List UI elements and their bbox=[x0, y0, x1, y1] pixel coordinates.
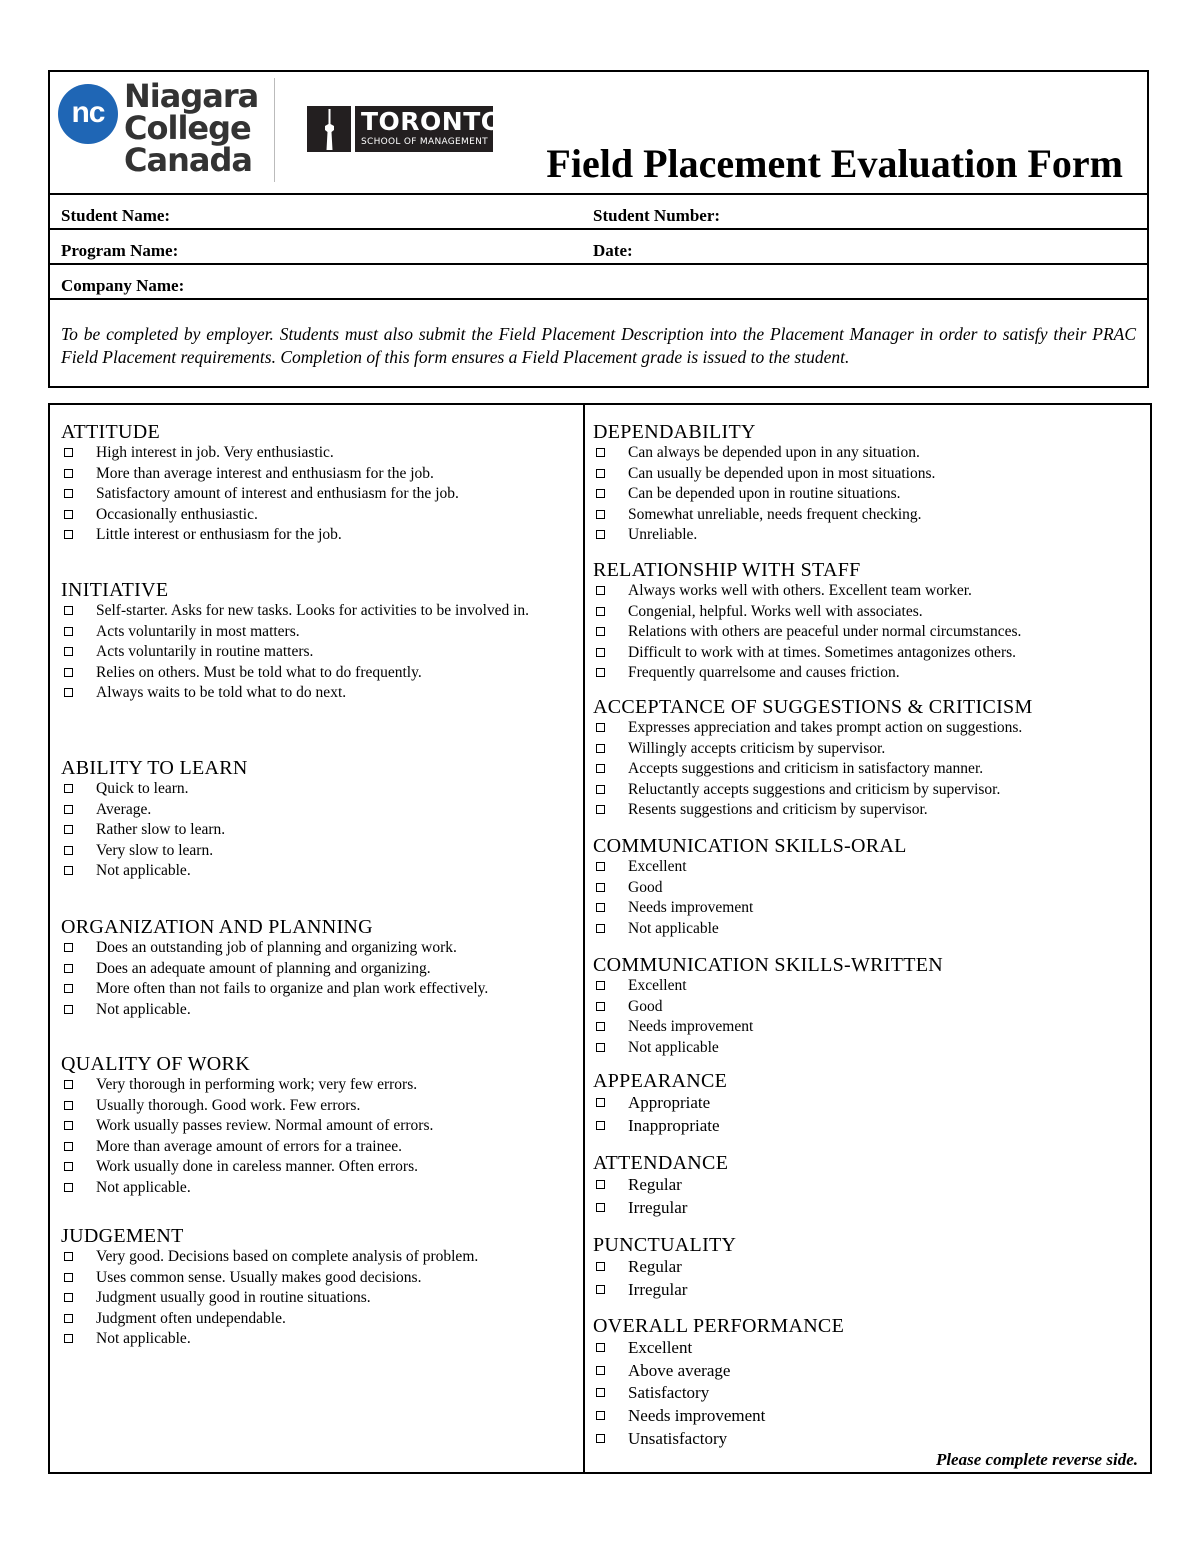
option-item bbox=[593, 505, 1138, 526]
option-label: More than average interest and enthusiasm for the job. bbox=[96, 464, 434, 482]
option-label: Accepts suggestions and criticism in satisfactory manner. bbox=[628, 760, 984, 777]
section-title: ORGANIZATION AND PLANNING bbox=[61, 916, 373, 938]
option-item bbox=[593, 780, 1138, 801]
option-item bbox=[61, 1247, 571, 1268]
section-attendance bbox=[593, 1152, 1138, 1219]
section-title: PUNCTUALITY bbox=[593, 1234, 737, 1256]
section-dependability bbox=[593, 421, 1138, 546]
section-acceptance-of-suggestions-and-criticism bbox=[593, 696, 1138, 821]
checkbox[interactable] bbox=[64, 469, 73, 478]
option-item bbox=[61, 683, 571, 704]
option-label: Regular bbox=[628, 1175, 682, 1194]
checkbox[interactable] bbox=[596, 510, 605, 519]
option-label: Judgment usually good in routine situations. bbox=[96, 1289, 371, 1306]
option-label: Work usually passes review. Normal amount of errors. bbox=[96, 1117, 434, 1134]
option-label: Relations with others are peaceful under normal circumstances. bbox=[628, 623, 1022, 640]
option-label: Somewhat unreliable, needs frequent checking. bbox=[628, 505, 922, 523]
option-label: Unsatisfactory bbox=[628, 1428, 728, 1448]
checkbox[interactable] bbox=[64, 1005, 73, 1014]
checkbox[interactable] bbox=[596, 744, 605, 753]
option-item bbox=[593, 464, 1138, 485]
option-item bbox=[61, 642, 571, 663]
option-label: Not applicable bbox=[628, 1038, 719, 1056]
option-item bbox=[593, 1256, 1138, 1279]
option-item bbox=[593, 739, 1138, 760]
option-item bbox=[61, 622, 571, 643]
option-label: Very slow to learn. bbox=[96, 841, 214, 859]
checkbox[interactable] bbox=[64, 1252, 73, 1261]
option-label: Not applicable. bbox=[96, 1330, 191, 1347]
checkbox[interactable] bbox=[596, 723, 605, 732]
checkbox[interactable] bbox=[64, 1273, 73, 1282]
option-label: Excellent bbox=[628, 1338, 693, 1357]
option-item bbox=[61, 841, 571, 862]
option-label: Average. bbox=[96, 800, 152, 818]
checkbox[interactable] bbox=[596, 1434, 605, 1443]
checkbox[interactable] bbox=[596, 883, 605, 892]
checkbox[interactable] bbox=[64, 668, 73, 677]
section-overall-performance bbox=[593, 1315, 1138, 1451]
option-label: Self-starter. Asks for new tasks. Looks for activities to be involved in. bbox=[96, 602, 530, 619]
option-label: More often than not fails to organize and plan work effectively. bbox=[96, 980, 489, 997]
section-judgement bbox=[61, 1225, 571, 1350]
checkbox[interactable] bbox=[64, 984, 73, 993]
option-label: Satisfactory bbox=[628, 1383, 710, 1403]
checkbox[interactable] bbox=[64, 784, 73, 793]
option-label: Occasionally enthusiastic. bbox=[96, 505, 258, 523]
info-row-student bbox=[50, 195, 1147, 230]
option-item bbox=[593, 1174, 1138, 1197]
option-label: Can be depended upon in routine situations. bbox=[628, 485, 901, 502]
checkbox[interactable] bbox=[596, 1366, 605, 1375]
checkbox[interactable] bbox=[596, 586, 605, 595]
option-label: Above average bbox=[628, 1360, 731, 1380]
option-item bbox=[61, 779, 571, 800]
option-item bbox=[593, 1038, 1138, 1059]
option-item bbox=[593, 997, 1138, 1018]
company-name-label: Company Name: bbox=[61, 276, 185, 295]
option-label: Not applicable bbox=[628, 919, 719, 937]
option-item bbox=[593, 1279, 1138, 1302]
option-item bbox=[593, 898, 1138, 919]
checkbox[interactable] bbox=[596, 1098, 605, 1107]
section-initiative bbox=[61, 579, 571, 704]
option-item bbox=[61, 525, 571, 546]
checkbox[interactable] bbox=[64, 1183, 73, 1192]
option-label: Relies on others. Must be told what to do frequently. bbox=[96, 663, 422, 681]
option-label: Always works well with others. Excellent team worker. bbox=[628, 582, 972, 599]
option-label: Reluctantly accepts suggestions and criticism by supervisor. bbox=[628, 780, 1001, 798]
option-label: Little interest or enthusiasm for the job. bbox=[96, 526, 342, 543]
option-item bbox=[61, 1116, 571, 1137]
checkbox[interactable] bbox=[64, 1121, 73, 1130]
option-item bbox=[593, 525, 1138, 546]
option-item bbox=[593, 643, 1138, 664]
option-label: Does an adequate amount of planning and organizing. bbox=[96, 959, 431, 977]
option-label: Congenial, helpful. Works well with associates. bbox=[628, 602, 923, 620]
student-name-label: Student Name: bbox=[61, 206, 171, 225]
option-label: Expresses appreciation and takes prompt action on suggestions. bbox=[628, 719, 1023, 736]
checkbox[interactable] bbox=[64, 1101, 73, 1110]
checkbox[interactable] bbox=[64, 1162, 73, 1171]
option-label: Acts voluntarily in routine matters. bbox=[96, 643, 314, 660]
section-title: DEPENDABILITY bbox=[593, 421, 756, 443]
option-item bbox=[61, 464, 571, 485]
checkbox[interactable] bbox=[596, 1121, 605, 1130]
option-item bbox=[61, 820, 571, 841]
checkbox[interactable] bbox=[64, 510, 73, 519]
checkbox[interactable] bbox=[64, 1314, 73, 1323]
checkbox[interactable] bbox=[64, 489, 73, 498]
option-label: Frequently quarrelsome and causes friction. bbox=[628, 664, 900, 681]
checkbox[interactable] bbox=[596, 805, 605, 814]
checkbox[interactable] bbox=[596, 1285, 605, 1294]
option-label: Irregular bbox=[628, 1279, 688, 1299]
option-item bbox=[61, 1329, 571, 1350]
section-title: ABILITY TO LEARN bbox=[61, 757, 248, 779]
section-communication-skills-written bbox=[593, 954, 1138, 1058]
section-organization-and-planning bbox=[61, 916, 571, 1020]
option-label: Not applicable. bbox=[96, 1178, 191, 1196]
option-label: Very good. Decisions based on complete analysis of problem. bbox=[96, 1248, 479, 1265]
option-label: Excellent bbox=[628, 858, 687, 875]
option-item bbox=[61, 1288, 571, 1309]
option-label: Rather slow to learn. bbox=[96, 821, 226, 838]
option-label: Needs improvement bbox=[628, 1406, 766, 1426]
option-label: Appropriate bbox=[628, 1093, 711, 1112]
option-item bbox=[61, 1268, 571, 1289]
checkbox[interactable] bbox=[596, 981, 605, 990]
student-number-label: Student Number: bbox=[593, 206, 721, 225]
logo-divider bbox=[274, 78, 275, 182]
section-title: RELATIONSHIP WITH STAFF bbox=[593, 559, 861, 581]
option-label: Needs improvement bbox=[628, 1018, 754, 1035]
checkbox[interactable] bbox=[596, 1343, 605, 1352]
checkbox[interactable] bbox=[596, 1180, 605, 1189]
section-relationship-with-staff bbox=[593, 559, 1138, 684]
checkbox[interactable] bbox=[596, 607, 605, 616]
checkbox[interactable] bbox=[596, 1388, 605, 1397]
checkbox[interactable] bbox=[64, 627, 73, 636]
section-communication-skills-oral bbox=[593, 835, 1138, 939]
checkbox[interactable] bbox=[596, 903, 605, 912]
section-title: ACCEPTANCE OF SUGGESTIONS & CRITICISM bbox=[593, 696, 1033, 718]
section-quality-of-work bbox=[61, 1053, 571, 1198]
nc-badge: nc bbox=[58, 84, 118, 144]
option-label: Can usually be depended upon in most situations. bbox=[628, 464, 936, 482]
option-label: Willingly accepts criticism by supervisor. bbox=[628, 739, 886, 757]
option-item bbox=[593, 878, 1138, 899]
checkbox[interactable] bbox=[64, 606, 73, 615]
section-title: COMMUNICATION SKILLS-WRITTEN bbox=[593, 954, 944, 976]
checkbox[interactable] bbox=[64, 964, 73, 973]
option-label: Unreliable. bbox=[628, 526, 698, 543]
option-item bbox=[593, 857, 1138, 878]
option-item bbox=[61, 1075, 571, 1096]
section-title: QUALITY OF WORK bbox=[61, 1053, 250, 1075]
checkbox[interactable] bbox=[596, 924, 605, 933]
checkbox[interactable] bbox=[596, 1002, 605, 1011]
logo-word-2: College bbox=[124, 109, 251, 147]
checkbox[interactable] bbox=[64, 688, 73, 697]
checkbox[interactable] bbox=[64, 805, 73, 814]
option-item bbox=[593, 622, 1138, 643]
evaluation-table bbox=[48, 403, 1152, 1474]
checkbox[interactable] bbox=[64, 1080, 73, 1089]
toronto-school-logo bbox=[307, 106, 503, 152]
option-item bbox=[593, 581, 1138, 602]
checkbox[interactable] bbox=[64, 647, 73, 656]
logo-word-3: Canada bbox=[124, 141, 252, 179]
checkbox[interactable] bbox=[596, 469, 605, 478]
form-header bbox=[48, 70, 1149, 388]
option-label: Good bbox=[628, 878, 663, 896]
option-item bbox=[593, 1337, 1138, 1360]
column-divider bbox=[583, 405, 585, 1472]
section-title: JUDGEMENT bbox=[61, 1225, 184, 1247]
checkbox[interactable] bbox=[596, 764, 605, 773]
checkbox[interactable] bbox=[596, 648, 605, 657]
option-label: Good bbox=[628, 997, 663, 1015]
checkbox[interactable] bbox=[596, 1411, 605, 1420]
checkbox[interactable] bbox=[596, 448, 605, 457]
option-label: Resents suggestions and criticism by supervisor. bbox=[628, 801, 928, 818]
info-row-company bbox=[50, 265, 1147, 300]
checkbox[interactable] bbox=[596, 530, 605, 539]
option-item bbox=[61, 800, 571, 821]
option-item bbox=[593, 759, 1138, 780]
option-item bbox=[61, 979, 571, 1000]
page-title: Field Placement Evaluation Form bbox=[546, 141, 1123, 186]
footer-note: Please complete reverse side. bbox=[935, 1450, 1138, 1469]
option-label: Irregular bbox=[628, 1197, 688, 1217]
option-label: Excellent bbox=[628, 977, 687, 994]
option-item bbox=[61, 1137, 571, 1158]
option-item bbox=[593, 443, 1138, 464]
option-item bbox=[593, 800, 1138, 821]
option-item bbox=[61, 1096, 571, 1117]
checkbox[interactable] bbox=[64, 530, 73, 539]
section-title: APPEARANCE bbox=[593, 1070, 728, 1092]
checkbox[interactable] bbox=[64, 1334, 73, 1343]
checkbox[interactable] bbox=[596, 1022, 605, 1031]
checkbox[interactable] bbox=[64, 1293, 73, 1302]
option-item bbox=[61, 1309, 571, 1330]
option-label: Does an outstanding job of planning and organizing work. bbox=[96, 939, 457, 956]
option-item bbox=[61, 601, 571, 622]
option-item bbox=[61, 938, 571, 959]
checkbox[interactable] bbox=[64, 1142, 73, 1151]
option-label: Uses common sense. Usually makes good decisions. bbox=[96, 1268, 422, 1286]
option-item bbox=[61, 1157, 571, 1178]
section-title: ATTITUDE bbox=[61, 421, 161, 443]
checkbox[interactable] bbox=[596, 489, 605, 498]
option-item bbox=[61, 861, 571, 882]
checkbox[interactable] bbox=[64, 825, 73, 834]
option-label: Inappropriate bbox=[628, 1115, 720, 1135]
section-title: OVERALL PERFORMANCE bbox=[593, 1315, 845, 1337]
option-item bbox=[593, 1382, 1138, 1405]
option-item bbox=[61, 663, 571, 684]
section-ability-to-learn bbox=[61, 757, 571, 882]
section-title: ATTENDANCE bbox=[593, 1152, 729, 1174]
option-label: Quick to learn. bbox=[96, 780, 189, 797]
checkbox[interactable] bbox=[64, 943, 73, 952]
section-title: COMMUNICATION SKILLS-ORAL bbox=[593, 835, 907, 857]
logo-row bbox=[50, 72, 1147, 195]
option-item bbox=[61, 959, 571, 980]
checkbox[interactable] bbox=[596, 668, 605, 677]
option-label: Usually thorough. Good work. Few errors. bbox=[96, 1096, 361, 1114]
option-label: Regular bbox=[628, 1257, 682, 1276]
option-label: More than average amount of errors for a trainee. bbox=[96, 1137, 402, 1155]
option-item bbox=[593, 1197, 1138, 1220]
option-label: Very thorough in performing work; very few errors. bbox=[96, 1076, 418, 1093]
option-item bbox=[593, 1115, 1138, 1138]
checkbox[interactable] bbox=[64, 866, 73, 875]
section-appearance bbox=[593, 1070, 1138, 1137]
toronto-wordmark: TORONTO bbox=[361, 107, 503, 136]
niagara-college-logo bbox=[58, 77, 259, 190]
option-label: Acts voluntarily in most matters. bbox=[96, 622, 300, 640]
checkbox[interactable] bbox=[64, 448, 73, 457]
option-item bbox=[593, 1360, 1138, 1383]
option-item bbox=[593, 1092, 1138, 1115]
checkbox[interactable] bbox=[596, 1203, 605, 1212]
option-item bbox=[61, 505, 571, 526]
logo-word-1: Niagara bbox=[124, 77, 259, 115]
section-attitude bbox=[61, 421, 571, 546]
option-item bbox=[61, 443, 571, 464]
school-of-management-text: SCHOOL OF MANAGEMENT bbox=[361, 137, 488, 147]
option-label: Not applicable. bbox=[96, 862, 191, 879]
option-label: Difficult to work with at times. Sometimes antagonizes others. bbox=[628, 643, 1017, 661]
option-label: Judgment often undependable. bbox=[96, 1309, 286, 1327]
checkbox[interactable] bbox=[596, 627, 605, 636]
option-item bbox=[593, 484, 1138, 505]
option-item bbox=[61, 1000, 571, 1021]
section-title: INITIATIVE bbox=[61, 579, 169, 601]
checkbox[interactable] bbox=[596, 1043, 605, 1052]
instructions-text: To be completed by employer. Students must also submit the Field Placement Description into the Placement Manager in order to satisfy their PRAC Field Placement requirements. Completion of this form ensures a Field Placement grade is issued to the student. bbox=[61, 324, 1136, 367]
option-item bbox=[61, 1178, 571, 1199]
cn-tower-icon bbox=[307, 106, 351, 152]
date-label: Date: bbox=[593, 241, 633, 260]
option-label: High interest in job. Very enthusiastic. bbox=[96, 444, 334, 461]
checkbox[interactable] bbox=[596, 785, 605, 794]
option-item bbox=[593, 663, 1138, 684]
option-item bbox=[593, 718, 1138, 739]
option-item bbox=[593, 1017, 1138, 1038]
checkbox[interactable] bbox=[64, 846, 73, 855]
checkbox[interactable] bbox=[596, 1262, 605, 1271]
option-item bbox=[593, 602, 1138, 623]
option-label: Not applicable. bbox=[96, 1000, 191, 1018]
option-label: Work usually done in careless manner. Often errors. bbox=[96, 1158, 418, 1175]
info-row-program bbox=[50, 230, 1147, 265]
option-label: Needs improvement bbox=[628, 899, 754, 916]
section-punctuality bbox=[593, 1234, 1138, 1301]
option-label: Satisfactory amount of interest and enthusiasm for the job. bbox=[96, 485, 459, 502]
option-item bbox=[61, 484, 571, 505]
option-item bbox=[593, 919, 1138, 940]
option-label: Always waits to be told what to do next. bbox=[96, 684, 347, 701]
checkbox[interactable] bbox=[596, 862, 605, 871]
option-label: Can always be depended upon in any situation. bbox=[628, 444, 920, 461]
option-item bbox=[593, 1405, 1138, 1428]
option-item bbox=[593, 1428, 1138, 1451]
option-item bbox=[593, 976, 1138, 997]
program-name-label: Program Name: bbox=[61, 241, 179, 260]
